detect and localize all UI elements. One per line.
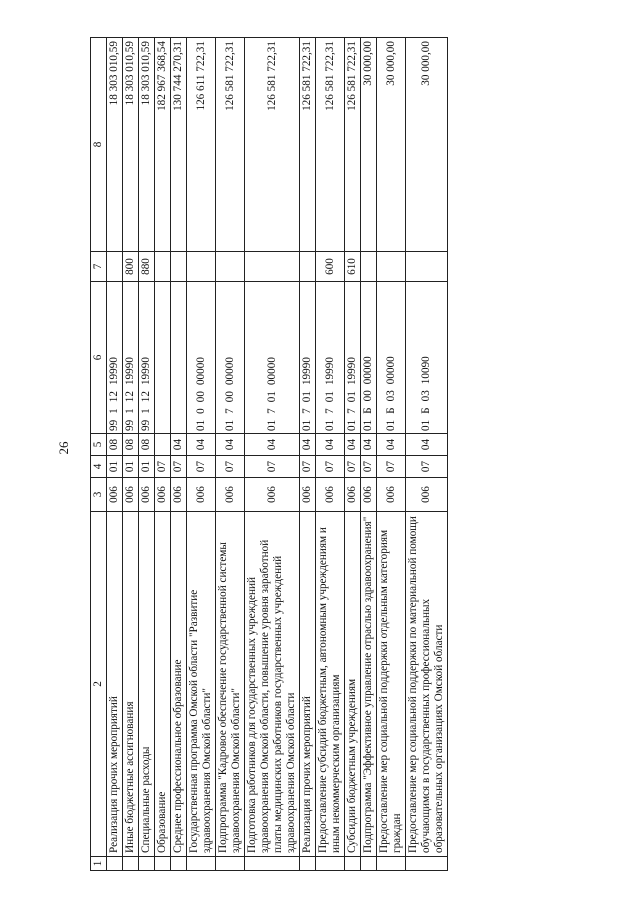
target-article-part: 01 [323, 419, 336, 431]
target-article-part: 00 [223, 391, 236, 403]
cell-section: 07 [216, 456, 245, 478]
cell-ministry-code: 006 [406, 478, 448, 512]
target-article-part: 01 [265, 391, 278, 403]
table-row [377, 38, 406, 871]
cell-amount: 126 581 722,31 [316, 38, 345, 252]
table-row [216, 38, 245, 871]
target-article-part: 19990 [301, 357, 313, 386]
table-row [155, 38, 171, 871]
cell-section: 01 [139, 456, 155, 478]
cell-expense-type [187, 252, 216, 282]
cell-col1 [406, 857, 448, 871]
target-article-part: 03 [384, 390, 397, 402]
cell-col1 [139, 857, 155, 871]
cell-name: Подготовка работников для государственных учреждений здравоохранения Омской области, повышение уровня заработной платы медицинских работников государственных учреждений здравоохранения Омской области [245, 512, 300, 857]
cell-target-article [345, 282, 361, 434]
cell-subsection: 04 [361, 434, 377, 456]
target-article-part: 01 [323, 391, 336, 403]
cell-ministry-code: 006 [216, 478, 245, 512]
cell-subsection: 04 [377, 434, 406, 456]
cell-target-article [377, 282, 406, 434]
header-cell: 4 [91, 456, 107, 478]
target-article-part: 01 [223, 419, 236, 431]
target-article-part: 7 [301, 408, 313, 414]
cell-ministry-code: 006 [107, 478, 123, 512]
cell-expense-type [300, 252, 316, 282]
cell-subsection: 04 [245, 434, 300, 456]
table-row [139, 38, 155, 871]
cell-expense-type: 610 [345, 252, 361, 282]
cell-expense-type [406, 252, 448, 282]
cell-section: 01 [123, 456, 139, 478]
cell-amount: 126 581 722,31 [216, 38, 245, 252]
cell-amount: 18 303 010,59 [139, 38, 155, 252]
cell-section: 07 [345, 456, 361, 478]
cell-section: 07 [187, 456, 216, 478]
target-article-part: 99 [124, 419, 136, 431]
cell-expense-type: 600 [316, 252, 345, 282]
target-article-part: 00 [362, 390, 374, 402]
table-row [300, 38, 316, 871]
target-article-part: 01 [384, 419, 397, 431]
table-header-row [91, 38, 107, 871]
cell-amount: 130 744 270,31 [171, 38, 187, 252]
target-article-part: 0 [194, 408, 207, 414]
target-article-part: 01 [265, 419, 278, 431]
target-article-part: Б [362, 407, 374, 414]
cell-name: Реализация прочих мероприятий [107, 512, 123, 857]
cell-target-article [107, 282, 123, 434]
target-article-part: 00000 [362, 356, 374, 385]
table-row [187, 38, 216, 871]
cell-target-article [123, 282, 139, 434]
cell-col1 [377, 857, 406, 871]
cell-expense-type [171, 252, 187, 282]
cell-expense-type [361, 252, 377, 282]
cell-name: Иные бюджетные ассигнования [123, 512, 139, 857]
cell-target-article [187, 282, 216, 434]
target-article-part: 19990 [108, 357, 120, 386]
header-cell: 5 [91, 434, 107, 456]
cell-name: Реализация прочих мероприятий [300, 512, 316, 857]
target-article-part: 19990 [346, 357, 358, 386]
cell-name: Субсидии бюджетным учреждениям [345, 512, 361, 857]
target-article-part: 99 [108, 419, 120, 431]
target-article-part: 12 [108, 391, 120, 403]
target-article-part: 01 [362, 419, 374, 431]
cell-amount: 126 581 722,31 [300, 38, 316, 252]
cell-col1 [316, 857, 345, 871]
cell-amount: 126 611 722,31 [187, 38, 216, 252]
table-body [107, 38, 448, 871]
cell-ministry-code: 006 [345, 478, 361, 512]
cell-amount: 18 303 010,59 [107, 38, 123, 252]
target-article-part: 01 [346, 419, 358, 431]
cell-subsection [155, 434, 171, 456]
cell-col1 [107, 857, 123, 871]
budget-table [90, 37, 448, 871]
cell-section: 07 [171, 456, 187, 478]
cell-target-article [361, 282, 377, 434]
cell-name: Подпрограмма "Кадровое обеспечение государственной системы здравоохранения Омской области" [216, 512, 245, 857]
target-article-part: 7 [346, 408, 358, 414]
target-article-part: 12 [140, 391, 152, 403]
cell-section: 07 [406, 456, 448, 478]
header-cell: 2 [91, 512, 107, 857]
cell-target-article [406, 282, 448, 434]
cell-col1 [123, 857, 139, 871]
cell-name: Образование [155, 512, 171, 857]
target-article-part: 99 [140, 419, 152, 431]
table-row [345, 38, 361, 871]
header-cell: 6 [91, 282, 107, 434]
cell-target-article [245, 282, 300, 434]
target-article-part: 01 [420, 419, 432, 431]
cell-ministry-code: 006 [187, 478, 216, 512]
cell-col1 [361, 857, 377, 871]
target-article-part: 01 [194, 419, 207, 431]
cell-target-article [300, 282, 316, 434]
cell-expense-type [377, 252, 406, 282]
target-article-part: 19990 [124, 357, 136, 386]
cell-amount: 30 000,00 [361, 38, 377, 252]
cell-expense-type [216, 252, 245, 282]
table-row [171, 38, 187, 871]
target-article-part: Б [384, 407, 397, 414]
cell-name: Предоставление мер социальной поддержки отдельным категориям граждан [377, 512, 406, 857]
cell-target-article [216, 282, 245, 434]
target-article-part: 01 [301, 419, 313, 431]
target-article-part: 1 [140, 408, 152, 414]
cell-expense-type: 800 [123, 252, 139, 282]
header-cell: 3 [91, 478, 107, 512]
target-article-part: 01 [301, 391, 313, 403]
cell-expense-type [155, 252, 171, 282]
target-article-part: 7 [265, 408, 278, 414]
cell-ministry-code: 006 [245, 478, 300, 512]
target-article-part: 00000 [194, 357, 207, 386]
cell-ministry-code: 006 [171, 478, 187, 512]
table-wrapper [90, 38, 570, 871]
table-row [123, 38, 139, 871]
cell-subsection: 04 [171, 434, 187, 456]
cell-ministry-code: 006 [155, 478, 171, 512]
cell-section: 07 [155, 456, 171, 478]
cell-col1 [300, 857, 316, 871]
cell-amount: 30 000,00 [377, 38, 406, 252]
cell-name: Подпрограмма "Эффективное управление отраслью здравоохранения" [361, 512, 377, 857]
cell-col1 [345, 857, 361, 871]
rotated-table-container [90, 38, 570, 871]
target-article-part: 03 [420, 390, 432, 402]
cell-subsection: 04 [300, 434, 316, 456]
cell-name: Предоставление мер социальной поддержки по материальной помощи обучающимся в государственных профессиональных образовательных организациях Омской области [406, 512, 448, 857]
target-article-part: 01 [346, 391, 358, 403]
cell-section: 07 [361, 456, 377, 478]
cell-target-article [171, 282, 187, 434]
header-cell: 1 [91, 857, 107, 871]
table-row [406, 38, 448, 871]
cell-col1 [216, 857, 245, 871]
cell-target-article [155, 282, 171, 434]
cell-expense-type [245, 252, 300, 282]
target-article-part: 00 [194, 391, 207, 403]
target-article-part: 19990 [140, 357, 152, 386]
cell-amount: 18 303 010,59 [123, 38, 139, 252]
cell-col1 [155, 857, 171, 871]
cell-section: 01 [107, 456, 123, 478]
cell-name: Среднее профессиональное образование [171, 512, 187, 857]
target-article-part: 7 [323, 408, 336, 414]
cell-ministry-code: 006 [139, 478, 155, 512]
target-article-part: 1 [108, 408, 120, 414]
cell-expense-type [107, 252, 123, 282]
table-row [107, 38, 123, 871]
cell-section: 07 [316, 456, 345, 478]
cell-name: Специальные расходы [139, 512, 155, 857]
header-cell: 7 [91, 252, 107, 282]
cell-ministry-code: 006 [300, 478, 316, 512]
table-row [361, 38, 377, 871]
cell-col1 [171, 857, 187, 871]
target-article-part: 12 [124, 391, 136, 403]
cell-ministry-code: 006 [316, 478, 345, 512]
table-row [245, 38, 300, 871]
cell-subsection: 08 [123, 434, 139, 456]
cell-ministry-code: 006 [123, 478, 139, 512]
cell-target-article [139, 282, 155, 434]
page-number: 26 [56, 441, 71, 455]
cell-amount: 126 581 722,31 [345, 38, 361, 252]
target-article-part: 00000 [265, 357, 278, 386]
table-row [316, 38, 345, 871]
cell-amount: 126 581 722,31 [245, 38, 300, 252]
cell-ministry-code: 006 [377, 478, 406, 512]
cell-subsection: 04 [406, 434, 448, 456]
cell-subsection: 08 [139, 434, 155, 456]
target-article-part: 1 [124, 408, 136, 414]
cell-amount: 182 967 368,54 [155, 38, 171, 252]
cell-name: Предоставление субсидий бюджетным, автономным учреждениям и иным некоммерческим организациям [316, 512, 345, 857]
target-article-part: 19990 [323, 357, 336, 386]
target-article-part: 7 [223, 408, 236, 414]
cell-subsection: 04 [187, 434, 216, 456]
cell-section: 07 [300, 456, 316, 478]
cell-expense-type: 880 [139, 252, 155, 282]
cell-ministry-code: 006 [361, 478, 377, 512]
cell-subsection: 08 [107, 434, 123, 456]
cell-amount: 30 000,00 [406, 38, 448, 252]
target-article-part: 00000 [384, 356, 397, 385]
cell-name: Государственная программа Омской области "Развитие здравоохранения Омской области" [187, 512, 216, 857]
cell-subsection: 04 [316, 434, 345, 456]
cell-section: 07 [377, 456, 406, 478]
cell-col1 [245, 857, 300, 871]
target-article-part: 00000 [223, 357, 236, 386]
cell-subsection: 04 [345, 434, 361, 456]
cell-col1 [187, 857, 216, 871]
cell-subsection: 04 [216, 434, 245, 456]
target-article-part: Б [420, 407, 432, 414]
cell-target-article [316, 282, 345, 434]
cell-section: 07 [245, 456, 300, 478]
target-article-part: 10090 [420, 356, 432, 385]
header-cell: 8 [91, 38, 107, 252]
